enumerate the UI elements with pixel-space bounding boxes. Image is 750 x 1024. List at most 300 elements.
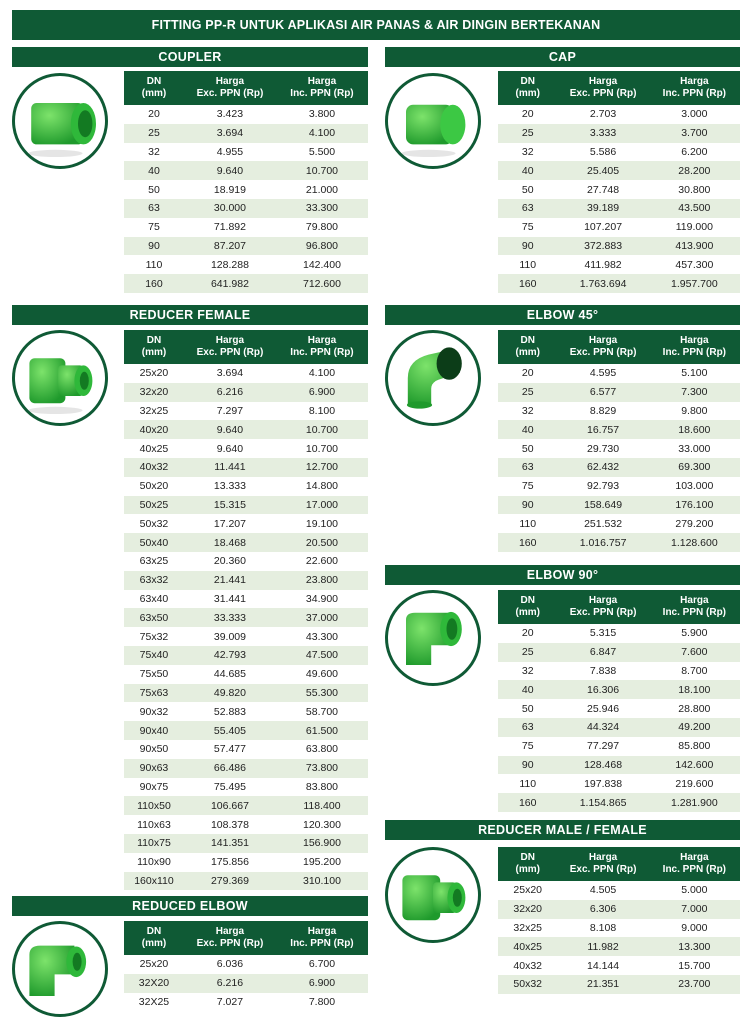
table-row	[124, 180, 368, 199]
dn-header	[498, 847, 557, 881]
table-row	[124, 740, 368, 759]
dn-cell: 63x25	[124, 552, 184, 571]
price-inc-header-line: Harga	[680, 76, 709, 87]
price-inc-cell: 96.800	[276, 237, 368, 256]
price-inc-cell: 12.700	[276, 458, 368, 477]
dn-cell: 20	[124, 105, 184, 124]
price-inc-cell: 34.900	[276, 590, 368, 609]
table-row	[124, 533, 368, 552]
dn-header-line: (mm)	[515, 88, 540, 99]
reducer-female-section	[12, 305, 368, 325]
price-inc-cell: 49.200	[649, 718, 740, 737]
price-exc-cell: 9.640	[184, 420, 276, 439]
dn-cell: 25	[124, 124, 184, 143]
table-row	[124, 496, 368, 515]
table-row	[124, 383, 368, 402]
table-row	[124, 702, 368, 721]
dn-cell: 40	[498, 680, 557, 699]
price-exc-cell: 175.856	[184, 853, 276, 872]
dn-cell: 40x25	[124, 439, 184, 458]
dn-cell: 32X20	[124, 974, 184, 993]
price-exc-cell: 8.829	[557, 402, 648, 421]
dn-cell: 90x75	[124, 778, 184, 797]
table-row	[498, 533, 740, 552]
dn-header-line: DN	[146, 76, 162, 87]
price-exc-cell: 55.405	[184, 721, 276, 740]
table-header-row	[498, 590, 740, 624]
table-row	[498, 737, 740, 756]
price-exc-cell: 9.640	[184, 439, 276, 458]
price-exc-cell: 128.468	[557, 756, 648, 775]
dn-cell: 75	[498, 737, 557, 756]
elbow-45-icon	[385, 330, 481, 426]
dn-header-line: (mm)	[515, 347, 540, 358]
price-exc-header	[184, 330, 276, 364]
price-inc-cell: 73.800	[276, 759, 368, 778]
price-exc-cell: 6.306	[557, 900, 648, 919]
dn-cell: 50x25	[124, 496, 184, 515]
price-inc-cell: 20.500	[276, 533, 368, 552]
price-exc-cell: 6.847	[557, 643, 648, 662]
price-exc-cell: 141.351	[184, 834, 276, 853]
price-exc-header-line: Harga	[588, 335, 618, 346]
dn-cell: 160x110	[124, 872, 184, 891]
table-row	[124, 237, 368, 256]
table-row	[498, 956, 740, 975]
price-inc-cell: 118.400	[276, 796, 368, 815]
price-inc-cell: 33.300	[276, 199, 368, 218]
dn-cell: 90x50	[124, 740, 184, 759]
elbow-45-price-table	[498, 330, 740, 552]
dn-header-line: DN	[520, 335, 535, 346]
dn-header	[124, 330, 184, 364]
price-inc-cell: 5.100	[649, 364, 740, 383]
dn-header	[124, 71, 184, 105]
table-row	[124, 796, 368, 815]
price-inc-cell: 6.900	[276, 974, 368, 993]
table-row	[498, 937, 740, 956]
table-row	[124, 815, 368, 834]
price-inc-cell: 119.000	[649, 218, 740, 237]
price-exc-cell: 92.793	[557, 477, 648, 496]
price-inc-cell: 79.800	[276, 218, 368, 237]
dn-cell: 40	[498, 161, 557, 180]
dn-cell: 63	[498, 199, 557, 218]
dn-cell: 160	[498, 274, 557, 293]
table-row	[124, 477, 368, 496]
table-row	[498, 496, 740, 515]
coupler-section	[12, 47, 368, 67]
price-inc-cell: 1.128.600	[649, 533, 740, 552]
price-exc-header	[184, 921, 276, 955]
table-row	[124, 778, 368, 797]
table-row	[498, 514, 740, 533]
price-exc-cell: 25.946	[557, 699, 648, 718]
price-exc-cell: 16.306	[557, 680, 648, 699]
price-exc-cell: 29.730	[557, 439, 648, 458]
dn-cell: 110x75	[124, 834, 184, 853]
price-inc-cell: 6.900	[276, 383, 368, 402]
table-row	[498, 383, 740, 402]
dn-cell: 32	[498, 402, 557, 421]
price-inc-cell: 17.000	[276, 496, 368, 515]
dn-cell: 32x25	[124, 402, 184, 421]
price-inc-cell: 23.800	[276, 571, 368, 590]
dn-cell: 32	[498, 662, 557, 681]
dn-cell: 50x40	[124, 533, 184, 552]
coupler-price-table	[124, 71, 368, 293]
dn-cell: 50x32	[498, 975, 557, 994]
dn-cell: 50	[124, 180, 184, 199]
table-row	[124, 608, 368, 627]
price-inc-cell: 1.957.700	[649, 274, 740, 293]
elbow-90-section	[385, 565, 740, 585]
table-row	[498, 680, 740, 699]
dn-cell: 75x40	[124, 646, 184, 665]
table-row	[124, 872, 368, 891]
dn-cell: 160	[498, 793, 557, 812]
table-row	[498, 793, 740, 812]
price-inc-cell: 22.600	[276, 552, 368, 571]
price-exc-header-line: Harga	[215, 76, 245, 87]
dn-cell: 32	[124, 143, 184, 162]
table-row	[498, 237, 740, 256]
table-row	[498, 756, 740, 775]
price-exc-cell: 3.333	[557, 124, 648, 143]
price-inc-header-line: Inc. PPN (Rp)	[290, 347, 354, 358]
table-row	[124, 665, 368, 684]
dn-cell: 110	[498, 255, 557, 274]
price-exc-cell: 77.297	[557, 737, 648, 756]
price-inc-cell: 7.000	[649, 900, 740, 919]
price-inc-header	[649, 330, 740, 364]
dn-header-line: DN	[520, 595, 535, 606]
dn-header-line: (mm)	[141, 347, 167, 358]
price-exc-header	[184, 71, 276, 105]
price-inc-cell: 28.200	[649, 161, 740, 180]
price-exc-cell: 11.441	[184, 458, 276, 477]
dn-cell: 75	[124, 218, 184, 237]
price-inc-cell: 142.400	[276, 255, 368, 274]
dn-cell: 160	[498, 533, 557, 552]
dn-cell: 90x40	[124, 721, 184, 740]
dn-cell: 32	[498, 143, 557, 162]
dn-header-line: DN	[520, 76, 535, 87]
table-row	[498, 439, 740, 458]
table-row	[124, 124, 368, 143]
dn-header	[498, 590, 557, 624]
price-exc-cell: 39.009	[184, 627, 276, 646]
dn-cell: 25x20	[124, 955, 184, 974]
price-inc-cell: 10.700	[276, 420, 368, 439]
dn-cell: 90	[498, 496, 557, 515]
dn-cell: 90	[124, 237, 184, 256]
price-exc-header-line: Harga	[588, 852, 618, 863]
dn-cell: 50x32	[124, 514, 184, 533]
price-inc-cell: 156.900	[276, 834, 368, 853]
price-inc-header-line: Inc. PPN (Rp)	[290, 88, 354, 99]
table-header-row	[498, 330, 740, 364]
table-row	[124, 402, 368, 421]
dn-cell: 40	[498, 420, 557, 439]
price-exc-cell: 3.694	[184, 364, 276, 383]
dn-cell: 63	[498, 458, 557, 477]
price-exc-cell: 5.586	[557, 143, 648, 162]
table-row	[124, 218, 368, 237]
price-inc-cell: 5.900	[649, 624, 740, 643]
table-row	[124, 571, 368, 590]
cap-icon	[385, 73, 481, 169]
price-exc-cell: 1.016.757	[557, 533, 648, 552]
price-inc-cell: 310.100	[276, 872, 368, 891]
price-exc-header-line: Harga	[215, 926, 245, 937]
table-row	[124, 274, 368, 293]
price-exc-header	[557, 847, 648, 881]
reducer-female-icon	[12, 330, 108, 426]
price-inc-cell: 55.300	[276, 684, 368, 703]
reduced-elbow-section	[12, 896, 368, 916]
table-row	[124, 759, 368, 778]
price-inc-cell: 219.600	[649, 774, 740, 793]
price-exc-cell: 1.154.865	[557, 793, 648, 812]
price-exc-cell: 7.297	[184, 402, 276, 421]
price-inc-cell: 176.100	[649, 496, 740, 515]
table-row	[124, 143, 368, 162]
dn-cell: 110x50	[124, 796, 184, 815]
price-inc-header	[276, 330, 368, 364]
dn-cell: 25x20	[498, 881, 557, 900]
table-row	[498, 402, 740, 421]
price-inc-header-line: Inc. PPN (Rp)	[662, 88, 727, 99]
dn-header-line: (mm)	[141, 938, 167, 949]
dn-cell: 110	[498, 774, 557, 793]
price-inc-cell: 3.800	[276, 105, 368, 124]
price-exc-cell: 18.468	[184, 533, 276, 552]
dn-header-line: DN	[146, 926, 162, 937]
price-exc-cell: 1.763.694	[557, 274, 648, 293]
dn-cell: 25	[498, 124, 557, 143]
dn-cell: 75	[498, 477, 557, 496]
price-exc-cell: 44.324	[557, 718, 648, 737]
price-inc-header-line: Harga	[307, 76, 337, 87]
price-exc-cell: 4.505	[557, 881, 648, 900]
price-inc-cell: 3.000	[649, 105, 740, 124]
price-exc-cell: 6.216	[184, 383, 276, 402]
table-row	[498, 774, 740, 793]
dn-cell: 63x50	[124, 608, 184, 627]
dn-cell: 20	[498, 364, 557, 383]
price-exc-cell: 62.432	[557, 458, 648, 477]
price-exc-cell: 66.486	[184, 759, 276, 778]
price-inc-header	[649, 590, 740, 624]
table-header-row	[498, 71, 740, 105]
price-exc-header-line: Exc. PPN (Rp)	[569, 347, 637, 358]
price-exc-cell: 75.495	[184, 778, 276, 797]
dn-cell: 32x20	[124, 383, 184, 402]
price-inc-cell: 5.500	[276, 143, 368, 162]
dn-cell: 75	[498, 218, 557, 237]
table-row	[498, 364, 740, 383]
price-exc-cell: 107.207	[557, 218, 648, 237]
table-row	[124, 853, 368, 872]
table-row	[498, 218, 740, 237]
price-exc-header-line: Harga	[588, 595, 618, 606]
price-exc-cell: 21.351	[557, 975, 648, 994]
price-inc-cell: 457.300	[649, 255, 740, 274]
dn-header	[498, 330, 557, 364]
price-exc-cell: 7.027	[184, 993, 276, 1012]
cap-section	[385, 47, 740, 67]
price-inc-cell: 7.800	[276, 993, 368, 1012]
cap-price-table	[498, 71, 740, 293]
table-row	[124, 590, 368, 609]
price-inc-cell: 10.700	[276, 161, 368, 180]
table-row	[498, 699, 740, 718]
dn-cell: 40x32	[498, 956, 557, 975]
price-exc-cell: 42.793	[184, 646, 276, 665]
price-inc-cell: 43.300	[276, 627, 368, 646]
price-inc-cell: 28.800	[649, 699, 740, 718]
price-exc-cell: 279.369	[184, 872, 276, 891]
table-row	[498, 105, 740, 124]
price-exc-cell: 25.405	[557, 161, 648, 180]
price-inc-header-line: Harga	[680, 852, 709, 863]
table-row	[124, 974, 368, 993]
price-inc-cell: 21.000	[276, 180, 368, 199]
reducer-female-price-table	[124, 330, 368, 890]
reducer-male-female-price-table	[498, 847, 740, 994]
dn-cell: 32X25	[124, 993, 184, 1012]
price-inc-header	[649, 847, 740, 881]
price-inc-header-line: Inc. PPN (Rp)	[290, 938, 354, 949]
price-inc-cell: 4.100	[276, 124, 368, 143]
price-exc-cell: 3.423	[184, 105, 276, 124]
price-exc-header-line: Exc. PPN (Rp)	[196, 938, 264, 949]
price-exc-cell: 4.955	[184, 143, 276, 162]
section-title: ELBOW 45°	[385, 305, 740, 325]
price-exc-cell: 52.883	[184, 702, 276, 721]
dn-cell: 75x63	[124, 684, 184, 703]
price-exc-cell: 33.333	[184, 608, 276, 627]
dn-cell: 110	[498, 514, 557, 533]
dn-cell: 25	[498, 383, 557, 402]
section-title: ELBOW 90°	[385, 565, 740, 585]
price-exc-header-line: Exc. PPN (Rp)	[569, 607, 637, 618]
price-exc-cell: 197.838	[557, 774, 648, 793]
price-exc-cell: 21.441	[184, 571, 276, 590]
dn-cell: 110x63	[124, 815, 184, 834]
price-inc-cell: 37.000	[276, 608, 368, 627]
price-inc-header	[276, 921, 368, 955]
price-inc-cell: 7.600	[649, 643, 740, 662]
price-inc-cell: 6.200	[649, 143, 740, 162]
reducer-male-female-section	[385, 820, 740, 840]
dn-cell: 75x50	[124, 665, 184, 684]
table-row	[498, 881, 740, 900]
table-row	[124, 161, 368, 180]
price-exc-cell: 108.378	[184, 815, 276, 834]
table-row	[498, 199, 740, 218]
dn-header-line: (mm)	[515, 607, 540, 618]
table-row	[498, 718, 740, 737]
dn-cell: 32x25	[498, 919, 557, 938]
price-exc-cell: 6.036	[184, 955, 276, 974]
price-inc-cell: 9.000	[649, 919, 740, 938]
price-exc-cell: 8.108	[557, 919, 648, 938]
price-exc-cell: 49.820	[184, 684, 276, 703]
price-exc-header-line: Exc. PPN (Rp)	[196, 347, 264, 358]
price-exc-header	[557, 590, 648, 624]
dn-header-line: DN	[146, 335, 162, 346]
price-inc-header-line: Inc. PPN (Rp)	[662, 607, 727, 618]
dn-cell: 90	[498, 237, 557, 256]
price-inc-cell: 142.600	[649, 756, 740, 775]
table-row	[498, 180, 740, 199]
reducer-male-female-icon	[385, 847, 481, 943]
price-inc-cell: 63.800	[276, 740, 368, 759]
section-title: REDUCER MALE / FEMALE	[385, 820, 740, 840]
dn-cell: 25	[498, 643, 557, 662]
price-inc-cell: 5.000	[649, 881, 740, 900]
dn-cell: 50	[498, 439, 557, 458]
price-inc-cell: 1.281.900	[649, 793, 740, 812]
price-exc-cell: 16.757	[557, 420, 648, 439]
table-row	[124, 420, 368, 439]
table-row	[124, 552, 368, 571]
price-inc-cell: 712.600	[276, 274, 368, 293]
price-exc-header-line: Harga	[588, 76, 618, 87]
dn-cell: 50	[498, 699, 557, 718]
price-exc-cell: 158.649	[557, 496, 648, 515]
table-row	[124, 834, 368, 853]
price-inc-cell: 10.700	[276, 439, 368, 458]
price-inc-header	[649, 71, 740, 105]
price-inc-cell: 18.600	[649, 420, 740, 439]
price-exc-cell: 71.892	[184, 218, 276, 237]
price-exc-cell: 411.982	[557, 255, 648, 274]
price-inc-cell: 15.700	[649, 956, 740, 975]
price-inc-cell: 103.000	[649, 477, 740, 496]
price-exc-cell: 3.694	[184, 124, 276, 143]
table-row	[498, 458, 740, 477]
price-exc-cell: 106.667	[184, 796, 276, 815]
price-exc-cell: 251.532	[557, 514, 648, 533]
price-exc-cell: 15.315	[184, 496, 276, 515]
dn-cell: 32x20	[498, 900, 557, 919]
dn-cell: 40	[124, 161, 184, 180]
table-row	[498, 624, 740, 643]
price-exc-header-line: Harga	[215, 335, 245, 346]
price-exc-cell: 27.748	[557, 180, 648, 199]
table-row	[498, 662, 740, 681]
table-row	[124, 105, 368, 124]
dn-header-line: (mm)	[515, 864, 540, 875]
table-header-row	[124, 921, 368, 955]
dn-cell: 75x32	[124, 627, 184, 646]
section-title: CAP	[385, 47, 740, 67]
elbow-45-section	[385, 305, 740, 325]
table-row	[498, 900, 740, 919]
dn-cell: 50x20	[124, 477, 184, 496]
price-exc-cell: 39.189	[557, 199, 648, 218]
dn-cell: 63x40	[124, 590, 184, 609]
dn-header-line: DN	[520, 852, 535, 863]
price-inc-cell: 85.800	[649, 737, 740, 756]
dn-cell: 90	[498, 756, 557, 775]
price-exc-cell: 372.883	[557, 237, 648, 256]
dn-cell: 63	[498, 718, 557, 737]
price-inc-cell: 6.700	[276, 955, 368, 974]
